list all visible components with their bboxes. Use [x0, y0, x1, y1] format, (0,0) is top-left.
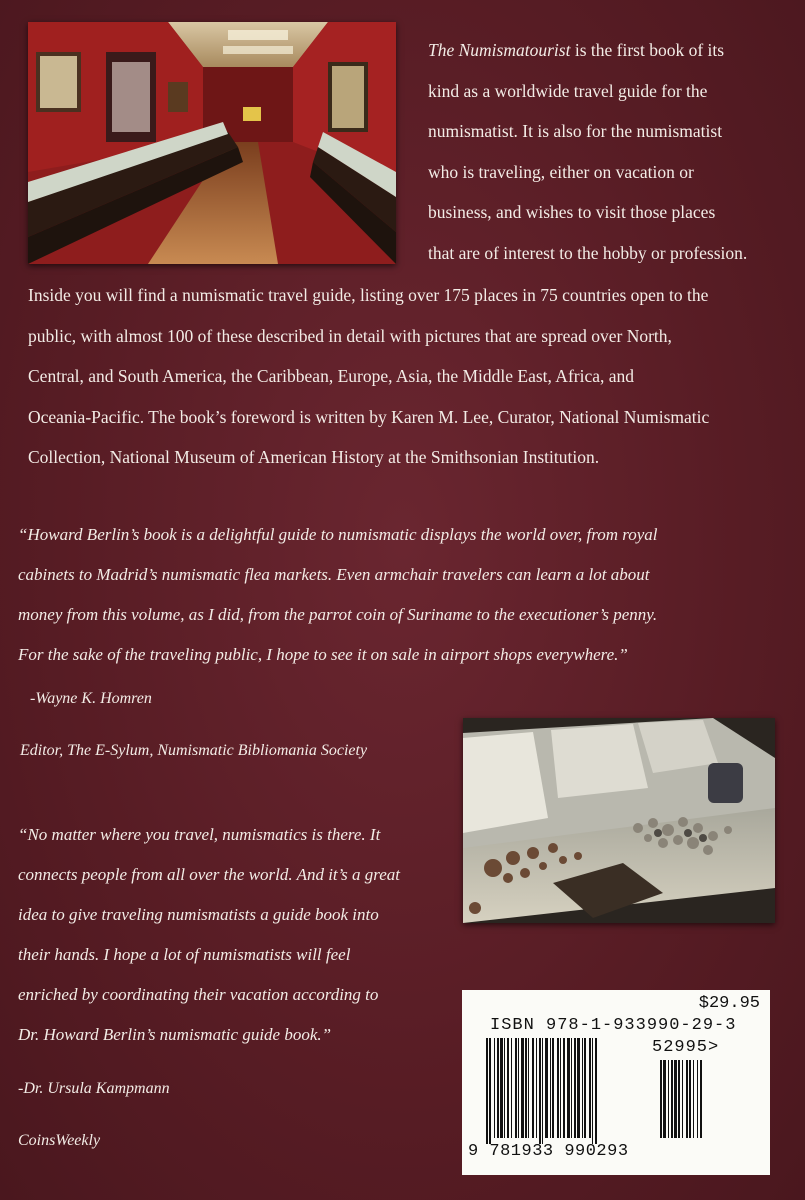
quote-line: their hands. I hope a lot of numismatists will feel [18, 945, 351, 964]
isbn-label: ISBN 978-1-933990-29-3 [490, 1016, 737, 1035]
quote-affiliation: Editor, The E-Sylum, Numismatic Bibliomania Society [20, 742, 368, 759]
intro-line: kind as a worldwide travel guide for the [428, 80, 708, 101]
intro-line: Collection, National Museum of American History at the Smithsonian Institution. [28, 447, 600, 467]
coin-display-photo [463, 718, 775, 923]
review-quote-homren [18, 515, 788, 675]
intro-line: is the first book of its [570, 40, 725, 60]
intro-line: public, with almost 100 of these described in detail with pictures that are spread over North, [28, 325, 672, 346]
intro-line: business, and wishes to visit those places [428, 202, 716, 222]
quote-line: enriched by coordinating their vacation according to [18, 985, 379, 1004]
quote-line: “No matter where you travel, numismatics is there. It [18, 825, 381, 844]
intro-line: Inside you will find a numismatic travel guide, listing over 175 places in 75 countries open to the [28, 285, 709, 305]
price-addon-label: 52995> [652, 1038, 720, 1057]
quote-line: “Howard Berlin’s book is a delightful guide to numismatic displays the world over, from royal [18, 525, 658, 544]
quote-line: idea to give traveling numismatists a guide book into [18, 905, 379, 924]
quote-line: money from this volume, as I did, from the parrot coin of Suriname to the executioner’s penny. [18, 605, 658, 624]
isbn-barcode-box [462, 990, 770, 1175]
intro-line: Central, and South America, the Caribbean, Europe, Asia, the Middle East, Africa, and [28, 366, 635, 386]
price-label: $29.95 [698, 994, 760, 1013]
quote-affiliation: CoinsWeekly [18, 1132, 101, 1149]
quote-line: Dr. Howard Berlin’s numismatic guide book.” [18, 1025, 332, 1044]
quote-author: -Dr. Ursula Kampmann [18, 1080, 170, 1097]
intro-text-full [28, 275, 788, 478]
quote-line: cabinets to Madrid’s numismatic flea markets. Even armchair travelers can learn a lot about [18, 565, 650, 584]
addon-barcode-bars [658, 1060, 748, 1138]
intro-line: numismatist. It is also for the numismatist [428, 121, 723, 141]
quote-author: -Wayne K. Homren [30, 690, 152, 707]
quote-line: connects people from all over the world. And it’s a great [18, 865, 400, 884]
barcode-digits: 9 781933 990293 [468, 1142, 629, 1161]
intro-line: Oceania-Pacific. The book’s foreword is written by Karen M. Lee, Curator, National Numismatic [28, 406, 710, 427]
intro-line: that are of interest to the hobby or profession. [428, 242, 748, 263]
barcode-bars [484, 1038, 644, 1148]
museum-gallery-photo [28, 22, 396, 264]
intro-text-right [428, 30, 798, 273]
quote-line: For the sake of the traveling public, I hope to see it on sale in airport shops everywhere.” [18, 645, 628, 664]
review-quote-kampmann [18, 815, 458, 1055]
intro-line: who is traveling, either on vacation or [428, 161, 694, 182]
book-title: The Numismatourist [428, 40, 571, 60]
